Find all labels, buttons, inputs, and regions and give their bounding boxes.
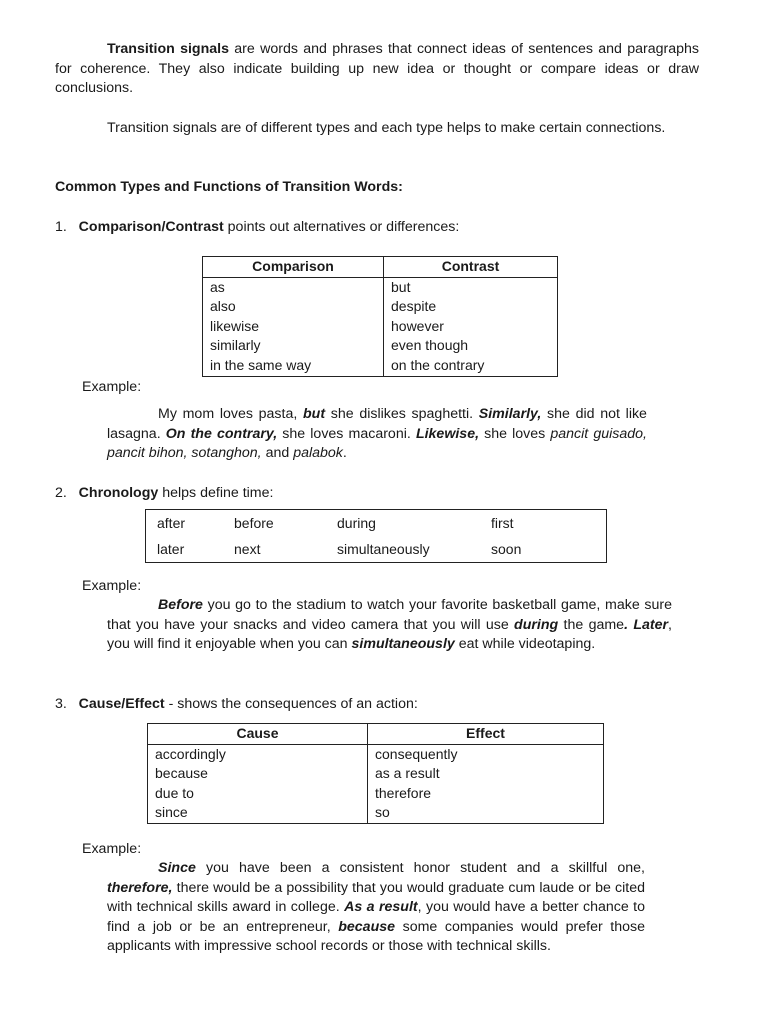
example-1-text [107, 405, 647, 464]
keyword: As a result [344, 899, 418, 916]
cell: soon [491, 541, 522, 557]
table-row [148, 744, 604, 764]
cell: after [157, 515, 186, 531]
example-text: she loves macaroni. [282, 425, 411, 442]
chronology-table [145, 509, 607, 563]
cell: later [157, 541, 185, 557]
table-row [203, 356, 558, 376]
table-row [148, 784, 604, 804]
section-3-desc: - shows the consequences of an action: [168, 696, 418, 712]
keyword: Before [158, 597, 203, 613]
example-text: she loves [484, 425, 546, 442]
keyword: therefore, [107, 879, 173, 896]
example-text: , you will find it enjoyable when you can [107, 616, 672, 653]
example-text: you go to the stadium to watch your favorite basketball game, make sure that you have your snacks and video camera that you will use [107, 597, 672, 633]
keyword: but [303, 406, 326, 422]
effect-header: Effect [368, 724, 604, 745]
section-2-title [55, 484, 273, 504]
table-row [146, 536, 607, 563]
cell: on the contrary [384, 356, 558, 376]
cell: as [203, 277, 384, 297]
cell: however [384, 317, 558, 337]
example-text: she did not like lasagna. [107, 406, 647, 442]
cell: consequently [368, 744, 604, 764]
table-row [146, 510, 607, 537]
cell: during [337, 515, 376, 531]
example-text: and [265, 445, 290, 462]
cause-header: Cause [148, 724, 368, 745]
example-text: she dislikes spaghetti. [330, 406, 474, 422]
cell: as a result [368, 764, 604, 784]
intro-p1-text: are words and phrases that connect ideas of sentences and paragraphs for coherence. They also indicate building up new idea or thought or compare ideas or draw conclusions. [55, 41, 700, 97]
cell: simultaneously [337, 541, 430, 557]
cell: likewise [203, 317, 384, 337]
example-3-text [107, 859, 645, 957]
section-2-desc: helps define time: [162, 485, 274, 501]
example-text: you have been a consistent honor student and a skillful one, [206, 860, 645, 876]
keyword: . Later [624, 616, 669, 633]
example-text: . [342, 445, 347, 462]
cell: in the same way [203, 356, 384, 376]
example-label-3: Example: [82, 841, 142, 857]
example-label-1: Example: [82, 379, 142, 395]
example-text: , you would have a better chance to find a job or be an entrepreneur, [107, 899, 645, 935]
keyword: simultaneously [351, 636, 455, 653]
section-1-title [55, 218, 459, 238]
cause-effect-table [147, 723, 604, 824]
example-label-2: Example: [82, 578, 142, 594]
section-3-number: 3. [55, 696, 67, 712]
example-text: the game [563, 616, 625, 633]
intro-term: Transition signals [107, 41, 229, 57]
section-3-title [55, 695, 418, 715]
cell: therefore [368, 784, 604, 804]
table-row [203, 317, 558, 337]
example-text: My mom loves pasta, [158, 406, 298, 422]
cell: despite [384, 297, 558, 317]
section-1-number: 1. [55, 219, 67, 235]
keyword: during [514, 616, 559, 633]
comparison-contrast-table [202, 256, 558, 377]
intro-paragraph-2: Transition signals are of different types and each type helps to make certain connections. [107, 120, 666, 136]
keyword: Similarly, [478, 406, 542, 422]
cell: accordingly [148, 744, 368, 764]
cell: first [491, 515, 514, 531]
intro-paragraph-1 [55, 40, 699, 99]
table-row [148, 803, 604, 823]
cell: so [368, 803, 604, 823]
keyword: Since [158, 860, 196, 876]
keyword: Likewise, [415, 425, 480, 442]
cell: before [234, 515, 274, 531]
section-2-name: Chronology [78, 485, 159, 501]
cell: because [148, 764, 368, 784]
section-3-name: Cause/Effect [78, 696, 165, 712]
table-row [203, 277, 558, 297]
section-1-desc: points out alternatives or differences: [227, 219, 460, 235]
example-text: there would be a possibility that you would graduate cum laude or be cited with technical skills award in college. [107, 879, 645, 916]
example-italic: pancit guisado, pancit bihon, sotanghon, [107, 425, 648, 462]
keyword: because [338, 918, 396, 935]
cell: due to [148, 784, 368, 804]
cell: next [234, 541, 261, 557]
keyword: On the contrary, [165, 425, 278, 442]
example-text: some companies would prefer those applicants with impressive school records or those with technical skills. [107, 918, 646, 955]
comparison-header: Comparison [203, 257, 384, 278]
example-text: eat while videotaping. [458, 636, 596, 653]
cell: since [148, 803, 368, 823]
example-2-text [107, 596, 672, 655]
section-heading: Common Types and Functions of Transition Words: [55, 179, 403, 195]
section-1-name: Comparison/Contrast [78, 219, 224, 235]
contrast-header: Contrast [384, 257, 558, 278]
example-italic: palabok [293, 445, 343, 462]
table-row [203, 297, 558, 317]
cell: but [384, 277, 558, 297]
cell: even though [384, 336, 558, 356]
table-row [148, 764, 604, 784]
section-2-number: 2. [55, 485, 67, 501]
cell: similarly [203, 336, 384, 356]
cell: also [203, 297, 384, 317]
table-row [203, 336, 558, 356]
